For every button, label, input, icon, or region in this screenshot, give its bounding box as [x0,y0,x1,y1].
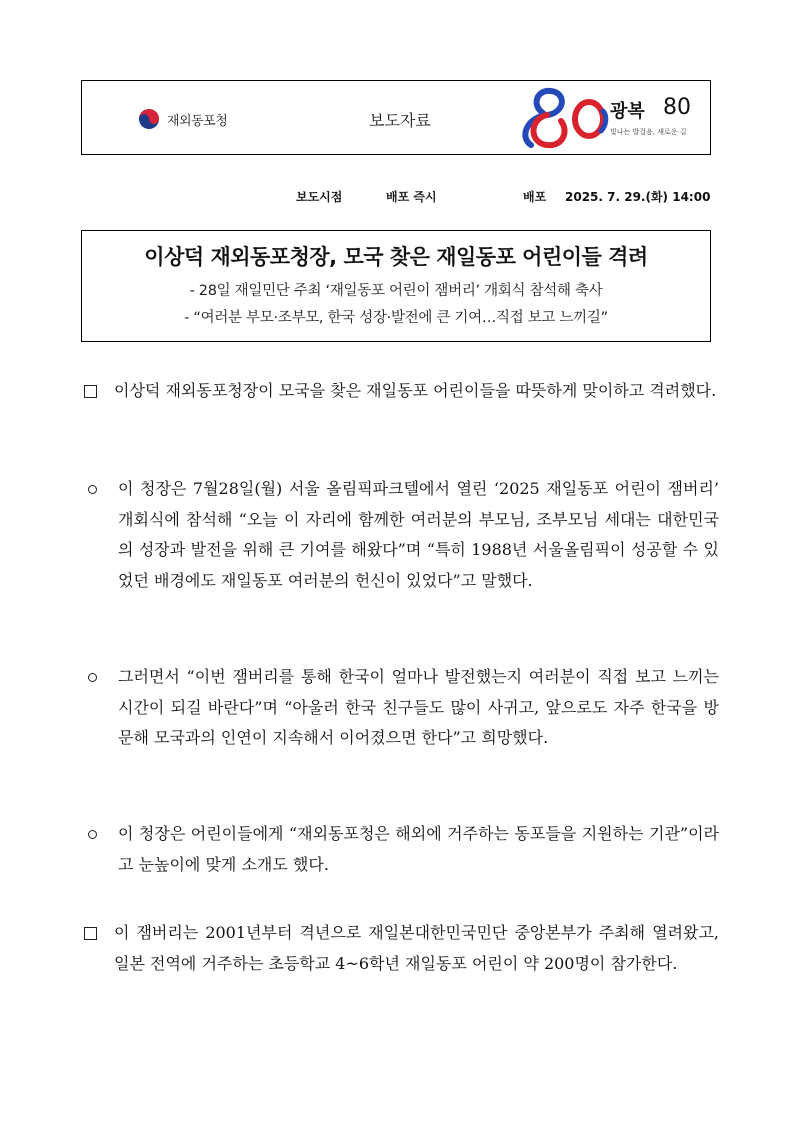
headline-title: 이상덕 재외동포청장, 모국 찾은 재일동포 어린이들 격려 [144,245,648,269]
paragraph-text: 그러면서 “이번 잼버리를 통해 한국이 얼마나 발전했는지 여러분이 직접 보고 느끼는 시간이 되길 바란다”며 “아울러 한국 친구들도 많이 사귀고, 앞으로도 자주 한국을 방문해 모국과의 인연이 지속해서 이어졌으면 한다”고 희망했다. [118,667,719,747]
distribution-label: 배포 [523,190,547,204]
agency-name: 재외동포청 [167,113,228,129]
anniversary-number: 80 [663,95,691,120]
paragraph-2 [88,474,719,596]
paragraph-text: 이상덕 재외동포청장이 모국을 찾은 재일동포 어린이들을 따뜻하게 맞이하고 격려했다. [114,381,717,400]
paragraph-text: 이 잼버리는 2001년부터 격년으로 재일본대한민국민단 중앙본부가 주최해 열려왔고, 일본 전역에 거주하는 초등학교 4~6학년 재일동포 어린이 약 200명이 참가한다. [114,923,719,973]
circle-bullet-icon [88,474,97,505]
taegeuk-icon [138,108,160,130]
liberation-80-logo [517,85,707,151]
release-time-value: 배포 즉시 [386,190,437,204]
paragraph-3 [88,662,719,754]
paragraph-5 [84,918,719,979]
press-release-header [81,80,711,155]
paragraph-1 [84,376,719,407]
headline-subtitle-2: - “여러분 부모·조부모, 한국 성장·발전에 큰 기여…직접 보고 느끼길” [184,310,608,326]
headline-box [81,230,711,342]
anniversary-80-graphic [517,85,612,151]
paragraph-4 [88,819,719,880]
agency-logo [138,108,227,130]
distribution-date: 2025. 7. 29.(화) 14:00 [565,190,711,204]
document-type: 보도자료 [369,111,431,130]
release-time-label: 보도시점 [296,190,343,204]
circle-bullet-icon [88,819,97,850]
headline-subtitle-1: - 28일 재일민단 주최 ‘재일동포 어린이 잼버리’ 개회식 참석해 축사 [189,283,603,299]
paragraph-text: 이 청장은 어린이들에게 “재외동포청은 해외에 거주하는 동포들을 지원하는 기관”이라고 눈높이에 맞게 소개도 했다. [118,824,719,874]
box-bullet-icon [84,376,97,409]
anniversary-slogan: 빛나는 발걸음, 새로운 길 [610,128,687,136]
paragraph-text: 이 청장은 7월28일(월) 서울 올림픽파크텔에서 열린 ‘2025 재일동포 어린이 잼버리’ 개회식에 참석해 “오늘 이 자리에 함께한 여러분의 부모님, 조부모님 세대는 대한민국의 성장과 발전을 위해 큰 기여를 해왔다”며 “특히 1988년 서울올림픽이 성공할 수 있었던 배경에도 재일동포 여러분의 헌신이 있었다”고 말했다. [118,479,719,590]
anniversary-title: 광복 [610,101,645,122]
circle-bullet-icon [88,662,97,693]
box-bullet-icon [84,918,97,951]
